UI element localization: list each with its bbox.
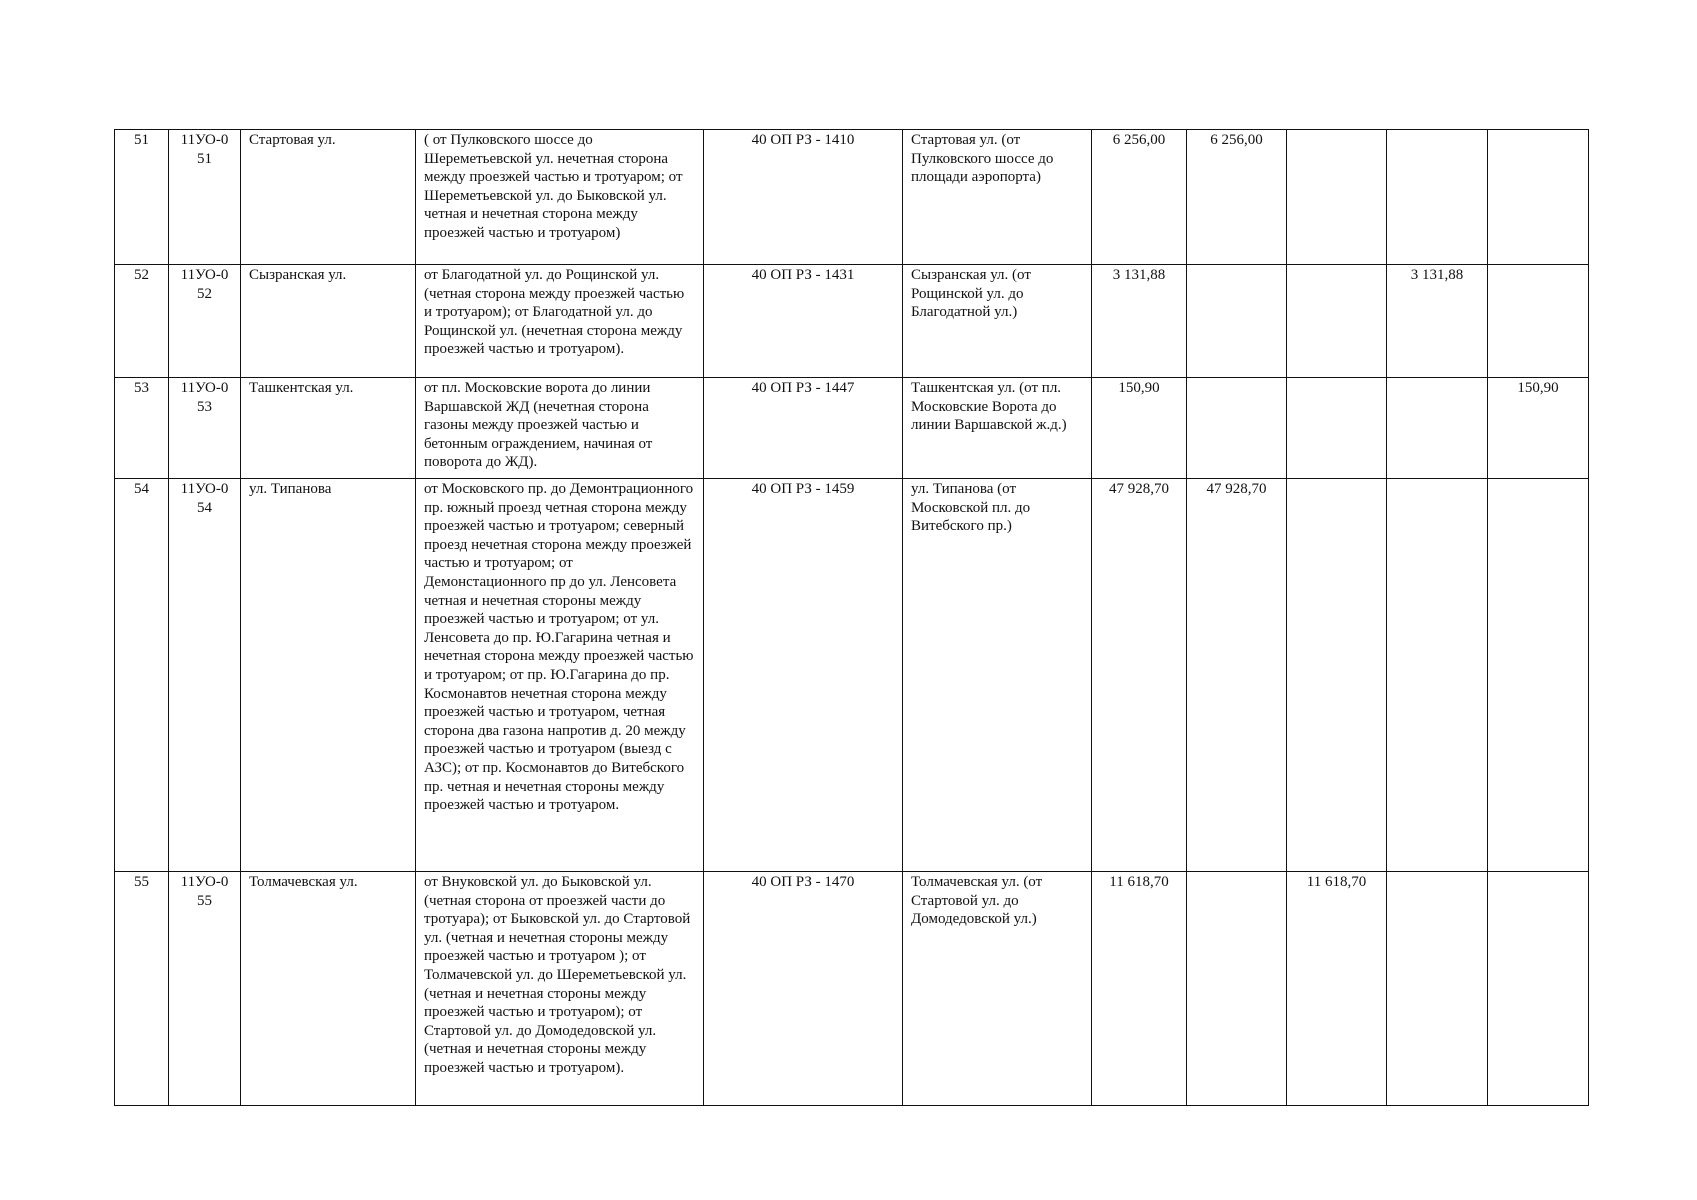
value-cell-2: 11 618,70 — [1287, 872, 1387, 1106]
street-name-cell: ул. Типанова — [241, 479, 416, 872]
table-row — [115, 130, 1589, 265]
value-cell-3: 3 131,88 — [1387, 265, 1488, 378]
value-cell-3 — [1387, 378, 1488, 479]
road-registry-number-cell: 40 ОП РЗ - 1470 — [704, 872, 903, 1106]
location-description-cell: ( от Пулковского шоссе до Шереметьевской ул. нечетная сторона между проезжей частью и тротуаром; от Шереметьевской ул. до Быковской ул. четная и нечетная сторона между проезжей частью и тротуаром) — [416, 130, 704, 265]
location-description-cell: от Внуковской ул. до Быковской ул.(четная сторона от проезжей части до тротуара); от Быковской ул. до Стартовой ул. (четная и нечетная стороны между проезжей частью и тротуаром ); от Толмачевской ул. до Шереметьевской ул. (четная и нечетная стороны между проезжей частью и тротуаром); от Стартовой ул. до Домодедовской ул. (четная и нечетная стороны между проезжей частью и тротуаром). — [416, 872, 704, 1106]
value-cell-2 — [1287, 378, 1387, 479]
location-description-cell: от пл. Московские ворота до линии Варшавской ЖД (нечетная сторона газоны между проезжей частью и бетонным ограждением, начиная от поворота до ЖД). — [416, 378, 704, 479]
total-area-cell: 11 618,70 — [1092, 872, 1187, 1106]
row-number-cell: 55 — [115, 872, 169, 1106]
row-number-cell: 52 — [115, 265, 169, 378]
total-area-cell: 150,90 — [1092, 378, 1187, 479]
street-name-cell: Толмачевская ул. — [241, 872, 416, 1106]
table-row — [115, 265, 1589, 378]
street-name-cell: Сызранская ул. — [241, 265, 416, 378]
value-cell-1: 47 928,70 — [1187, 479, 1287, 872]
value-cell-4 — [1488, 872, 1589, 1106]
road-name-cell: ул. Типанова (от Московской пл. до Витебского пр.) — [903, 479, 1092, 872]
value-cell-4 — [1488, 479, 1589, 872]
value-cell-4 — [1488, 265, 1589, 378]
object-code-cell: 11УО-053 — [169, 378, 241, 479]
location-description-cell: от Московского пр. до Демонтрационного пр. южный проезд четная сторона между проезжей частью и тротуаром; северный проезд нечетная сторона между проезжей частью и тротуаром; от Демонстационного пр до ул. Ленсовета четная и нечетная стороны между проезжей частью и тротуаром; от ул. Ленсовета до пр. Ю.Гагарина четная и нечетная сторона между проезжей частью и тротуаром; от пр. Ю.Гагарина до пр. Космонавтов нечетная сторона между проезжей частью и тротуаром, четная сторона два газона напротив д. 20 между проезжей частью и тротуаром (выезд с АЗС); от пр. Космонавтов до Витебского пр. четная и нечетная стороны между проезжей частью и тротуаром. — [416, 479, 704, 872]
road-registry-number-cell: 40 ОП РЗ - 1459 — [704, 479, 903, 872]
value-cell-2 — [1287, 479, 1387, 872]
table-row — [115, 872, 1589, 1106]
row-number-cell: 51 — [115, 130, 169, 265]
road-name-cell: Сызранская ул. (от Рощинской ул. до Благодатной ул.) — [903, 265, 1092, 378]
road-name-cell: Толмачевская ул. (от Стартовой ул. до Домодедовской ул.) — [903, 872, 1092, 1106]
row-number-cell: 54 — [115, 479, 169, 872]
value-cell-2 — [1287, 130, 1387, 265]
row-number-cell: 53 — [115, 378, 169, 479]
value-cell-3 — [1387, 872, 1488, 1106]
road-registry-number-cell: 40 ОП РЗ - 1410 — [704, 130, 903, 265]
street-name-cell: Стартовая ул. — [241, 130, 416, 265]
table-row — [115, 378, 1589, 479]
value-cell-4 — [1488, 130, 1589, 265]
value-cell-3 — [1387, 130, 1488, 265]
road-registry-number-cell: 40 ОП РЗ - 1431 — [704, 265, 903, 378]
total-area-cell: 3 131,88 — [1092, 265, 1187, 378]
road-registry-number-cell: 40 ОП РЗ - 1447 — [704, 378, 903, 479]
value-cell-1 — [1187, 872, 1287, 1106]
object-code-cell: 11УО-051 — [169, 130, 241, 265]
street-name-cell: Ташкентская ул. — [241, 378, 416, 479]
total-area-cell: 47 928,70 — [1092, 479, 1187, 872]
value-cell-4: 150,90 — [1488, 378, 1589, 479]
road-name-cell: Ташкентская ул. (от пл. Московские Ворота до линии Варшавской ж.д.) — [903, 378, 1092, 479]
object-code-cell: 11УО-052 — [169, 265, 241, 378]
value-cell-1 — [1187, 378, 1287, 479]
total-area-cell: 6 256,00 — [1092, 130, 1187, 265]
road-name-cell: Стартовая ул. (от Пулковского шоссе до площади аэропорта) — [903, 130, 1092, 265]
registry-table — [114, 129, 1589, 1106]
value-cell-2 — [1287, 265, 1387, 378]
value-cell-1 — [1187, 265, 1287, 378]
location-description-cell: от Благодатной ул. до Рощинской ул. (четная сторона между проезжей частью и тротуаром); от Благодатной ул. до Рощинской ул. (нечетная сторона между проезжей частью и тротуаром). — [416, 265, 704, 378]
object-code-cell: 11УО-055 — [169, 872, 241, 1106]
table-row — [115, 479, 1589, 872]
object-code-cell: 11УО-054 — [169, 479, 241, 872]
value-cell-3 — [1387, 479, 1488, 872]
value-cell-1: 6 256,00 — [1187, 130, 1287, 265]
